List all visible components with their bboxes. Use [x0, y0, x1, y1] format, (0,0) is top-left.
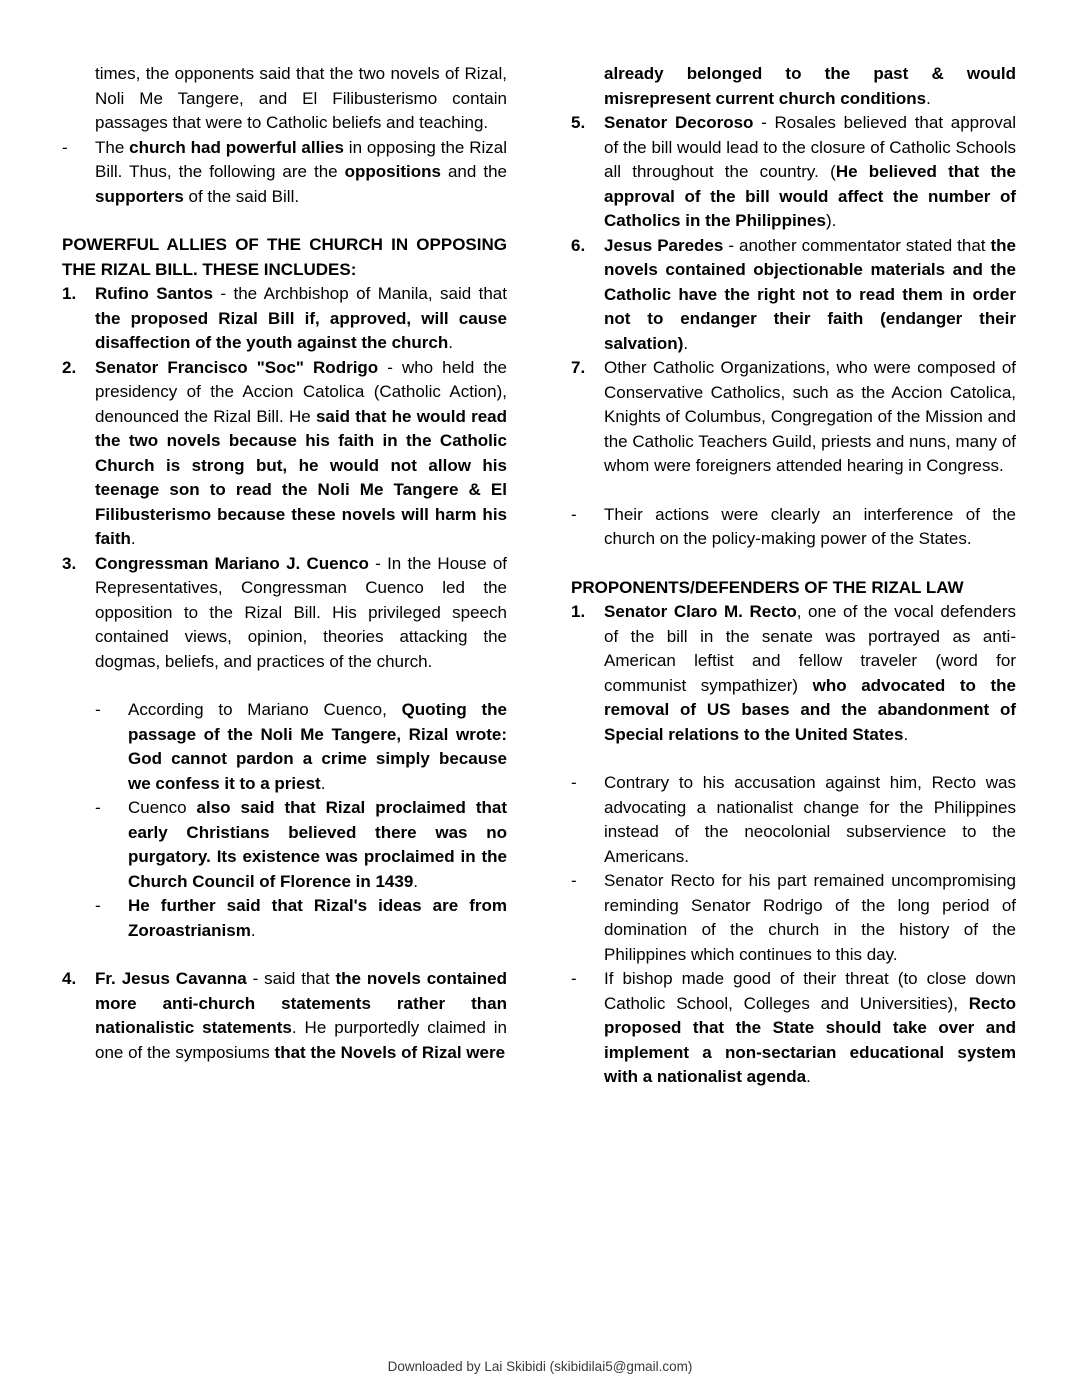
text-content: already belonged to the past & would misrepresent current church conditions.: [604, 64, 1016, 108]
list-marker: 5.: [571, 113, 586, 132]
paragraph-spacer: [62, 209, 507, 233]
paragraph: [604, 62, 1016, 111]
list-marker: 6.: [571, 235, 586, 255]
paragraph-spacer: [571, 479, 1016, 503]
list-marker: 1.: [571, 602, 586, 621]
section-heading: [62, 233, 507, 282]
two-column-layout: [62, 62, 1016, 1090]
dash-list-item: [95, 796, 507, 894]
text-content: Senator Francisco "Soc" Rodrigo - who held the presidency of the Accion Catolica (Catholic Action), denounced the Rizal Bill. He said that he would read the two novels because his faith in the Catholic Church is strong but, he would not allow his teenage son to read the Noli Me Tangere & El Filibusterismo because these novels will harm his faith.: [95, 357, 508, 548]
numbered-list-item: [571, 356, 1016, 479]
text-content: Senator Claro M. Recto, one of the vocal defenders of the bill in the senate was portrayed as anti-American leftist and fellow traveler (word for communist sympathizer) who advocated to the removal of US bases and the abandonment of Special relations to the United States.: [604, 602, 1016, 744]
text-content: PROPONENTS/DEFENDERS OF THE RIZAL LAW: [571, 577, 964, 597]
dash-list-item: [62, 136, 507, 210]
list-marker: 4.: [62, 969, 77, 988]
list-marker: 2.: [62, 357, 77, 377]
list-marker: -: [95, 700, 101, 719]
text-content: Rufino Santos - the Archbishop of Manila, said that the proposed Rizal Bill if, approved, will cause disaffection of the youth against the church.: [95, 284, 507, 352]
text-content: POWERFUL ALLIES OF THE CHURCH IN OPPOSING THE RIZAL BILL. THESE INCLUDES:: [62, 235, 507, 279]
list-marker: 3.: [62, 553, 77, 573]
text-content: If bishop made good of their threat (to close down Catholic School, Colleges and Universities), Recto proposed that the State should take over and implement a non-sectarian educational system with a nationalist agenda.: [604, 969, 1016, 1086]
list-marker: -: [571, 504, 577, 524]
text-content: Contrary to his accusation against him, Recto was advocating a nationalist change for the Philippines instead of the neocolonial subservience to the Americans.: [604, 773, 1016, 866]
text-content: Senator Decoroso - Rosales believed that approval of the bill would lead to the closure of Catholic Schools all throughout the country. (He believed that the approval of the bill would affect the number of Catholics in the Philippines).: [604, 113, 1016, 230]
dash-list-item: [95, 894, 507, 943]
text-content: Congressman Mariano J. Cuenco - In the House of Representatives, Congressman Cuenco led the opposition to the Rizal Bill. His privileged speech contained views, opinion, theories attacking the dogmas, beliefs, and practices of the church.: [95, 553, 508, 671]
text-content: times, the opponents said that the two novels of Rizal, Noli Me Tangere, and El Filibusterismo contain passages that were to Catholic beliefs and teaching.: [95, 64, 507, 132]
paragraph-spacer: [62, 943, 507, 967]
text-content: Fr. Jesus Cavanna - said that the novels contained more anti-church statements rather than nationalistic statements. He purportedly claimed in one of the symposiums that the Novels of Rizal were: [95, 969, 507, 1062]
paragraph-spacer: [571, 747, 1016, 771]
text-content: Jesus Paredes - another commentator stated that the novels contained objectionable materials and the Catholic have the right not to read them in order not to endanger their faith (endanger their salvation).: [604, 235, 1016, 353]
list-marker: -: [571, 871, 577, 890]
text-content: Their actions were clearly an interference of the church on the policy-making power of the States.: [604, 504, 1016, 548]
numbered-list-item: [571, 234, 1016, 357]
list-marker: -: [571, 773, 577, 792]
dash-list-item: [571, 503, 1016, 552]
numbered-list-item: [62, 282, 507, 356]
numbered-list-item: [571, 111, 1016, 234]
numbered-list-item: [62, 552, 507, 675]
dash-list-item: [571, 967, 1016, 1090]
numbered-list-item: [62, 356, 507, 552]
download-watermark: Downloaded by Lai Skibidi (skibidilai5@gmail.com): [387, 1358, 693, 1374]
dash-list-item: [571, 869, 1016, 967]
paragraph: [95, 62, 507, 136]
text-content: Senator Recto for his part remained uncompromising reminding Senator Rodrigo of the long period of domination of the church in the history of the Philippines which continues to this day.: [604, 871, 1016, 964]
paragraph-spacer: [62, 674, 507, 698]
numbered-list-item: [571, 600, 1016, 747]
section-heading: [571, 576, 1016, 601]
text-column: [62, 62, 507, 1090]
dash-list-item: [95, 698, 507, 796]
paragraph-spacer: [571, 552, 1016, 576]
text-content: Cuenco also said that Rizal proclaimed that early Christians believed there was no purgatory. Its existence was proclaimed in the Church Council of Florence in 1439.: [128, 798, 507, 891]
list-marker: -: [571, 969, 577, 988]
text-content: According to Mariano Cuenco, Quoting the passage of the Noli Me Tangere, Rizal wrote: God cannot pardon a crime simply because we confess it to a priest.: [128, 700, 507, 793]
dash-list-item: [571, 771, 1016, 869]
list-marker: 7.: [571, 358, 586, 377]
list-marker: -: [95, 896, 101, 915]
list-marker: -: [62, 137, 68, 157]
text-content: He further said that Rizal's ideas are from Zoroastrianism.: [128, 896, 507, 940]
list-marker: -: [95, 798, 101, 817]
text-content: Other Catholic Organizations, who were composed of Conservative Catholics, such as the Accion Catolica, Knights of Columbus, Congregation of the Mission and the Catholic Teachers Guild, priests and nuns, many of whom were foreigners attended hearing in Congress.: [604, 358, 1016, 475]
numbered-list-item: [62, 967, 507, 1065]
text-content: The church had powerful allies in opposing the Rizal Bill. Thus, the following are the oppositions and the supporters of the said Bill.: [95, 137, 507, 206]
list-marker: 1.: [62, 284, 77, 303]
text-column: [571, 62, 1016, 1090]
